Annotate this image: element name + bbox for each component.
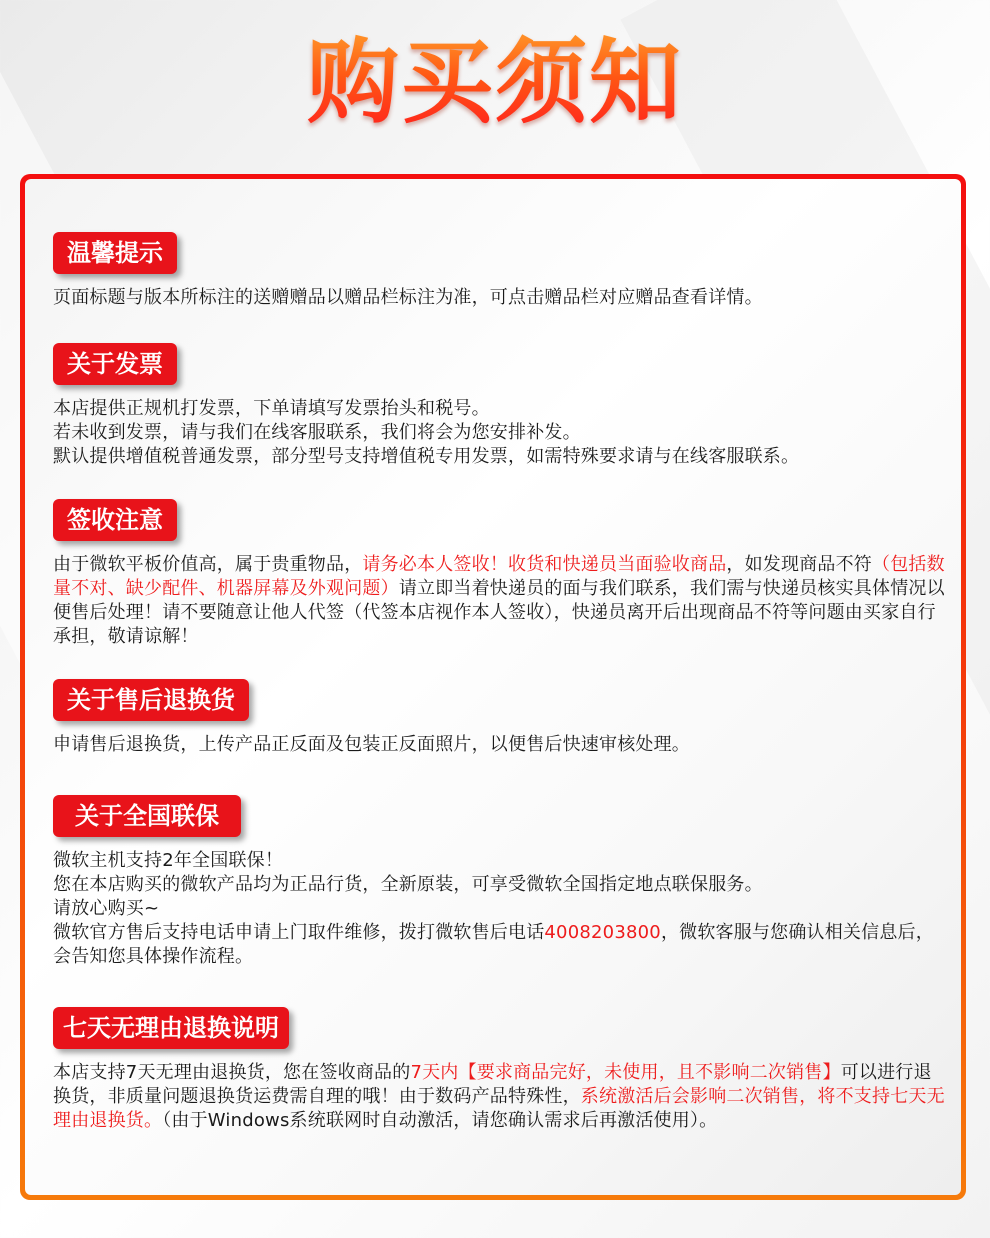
section-heading-warranty: 关于全国联保: [53, 795, 241, 837]
invoice-text: [53, 397, 948, 469]
tips-text: 页面标题与版本所标注的送赠赠品以赠品栏标注为准，可点击赠品栏对应赠品查看详情。: [53, 287, 763, 308]
aftersale-text: 申请售后退换货，上传产品正反面及包装正反面照片，以便售后快速审核处理。: [53, 734, 690, 755]
section-heading-aftersale: 关于售后退换货: [53, 679, 249, 721]
section-aftersale: [53, 679, 948, 757]
seven-day-condition: 7天内【要求商品完好，未使用，且不影响二次销售】: [410, 1062, 841, 1083]
activation-warning: 系统激活后会影响二次销售，将不支持七天无理由退换货。: [53, 1086, 945, 1131]
section-seven-day: [53, 1007, 948, 1133]
section-heading-invoice: 关于发票: [53, 343, 177, 385]
receipt-warning: 请务必本人签收！收货和快递员当面验收商品: [362, 554, 727, 575]
invoice-line: 本店提供正规机打发票，下单请填写发票抬头和税号。: [53, 398, 490, 419]
section-tips: [53, 232, 948, 310]
notice-panel: [25, 179, 961, 1195]
section-receipt: [53, 499, 948, 649]
section-warranty: [53, 795, 948, 969]
receipt-text: 由于微软平板价值高，属于贵重物品，请务必本人签收！收货和快递员当面验收商品，如发现商品不符（包括数量不对、缺少配件、机器屏幕及外观问题）请立即当着快递员的面与我们联系，我们需与快递员核实具体情况以便售后处理！请不要随意让他人代签（代签本店视作本人签收），快递员离开后出现商品不符等问题由买家自行承担，敬请谅解！: [53, 554, 945, 647]
section-heading-receipt: 签收注意: [53, 499, 177, 541]
seven-day-text: 本店支持7天无理由退换货，您在签收商品的7天内【要求商品完好，未使用，且不影响二次销售】可以进行退换货，非质量问题退换货运费需自理的哦！由于数码产品特殊性，系统激活后会影响二次销售，将不支持七天无理由退换货。（由于Windows系统联网时自动激活，请您确认需求后再激活使用）。: [53, 1062, 945, 1131]
section-heading-seven-day: 七天无理由退换说明: [53, 1007, 289, 1049]
page-title: 购买须知: [0, 28, 990, 138]
receipt-problem-list: （包括数量不对、缺少配件、机器屏幕及外观问题）: [53, 554, 945, 599]
invoice-line: 默认提供增值税普通发票，部分型号支持增值税专用发票，如需特殊要求请与在线客服联系。: [53, 446, 800, 467]
warranty-text: 微软主机支持2年全国联保！ 您在本店购买的微软产品均为正品行货，全新原装，可享受微软全国指定地点联保服务。 请放心购买~ 微软官方售后支持电话申请上门取件维修，拨打微软售后电话4008203800，微软客服与您确认相关信息后，会告知您具体操作流程。: [53, 850, 934, 967]
invoice-line: 若未收到发票，请与我们在线客服联系，我们将会为您安排补发。: [53, 422, 581, 443]
service-phone: 4008203800: [544, 922, 661, 943]
section-heading-tips: 温馨提示: [53, 232, 177, 274]
section-invoice: [53, 343, 948, 469]
notice-frame: [20, 174, 966, 1200]
